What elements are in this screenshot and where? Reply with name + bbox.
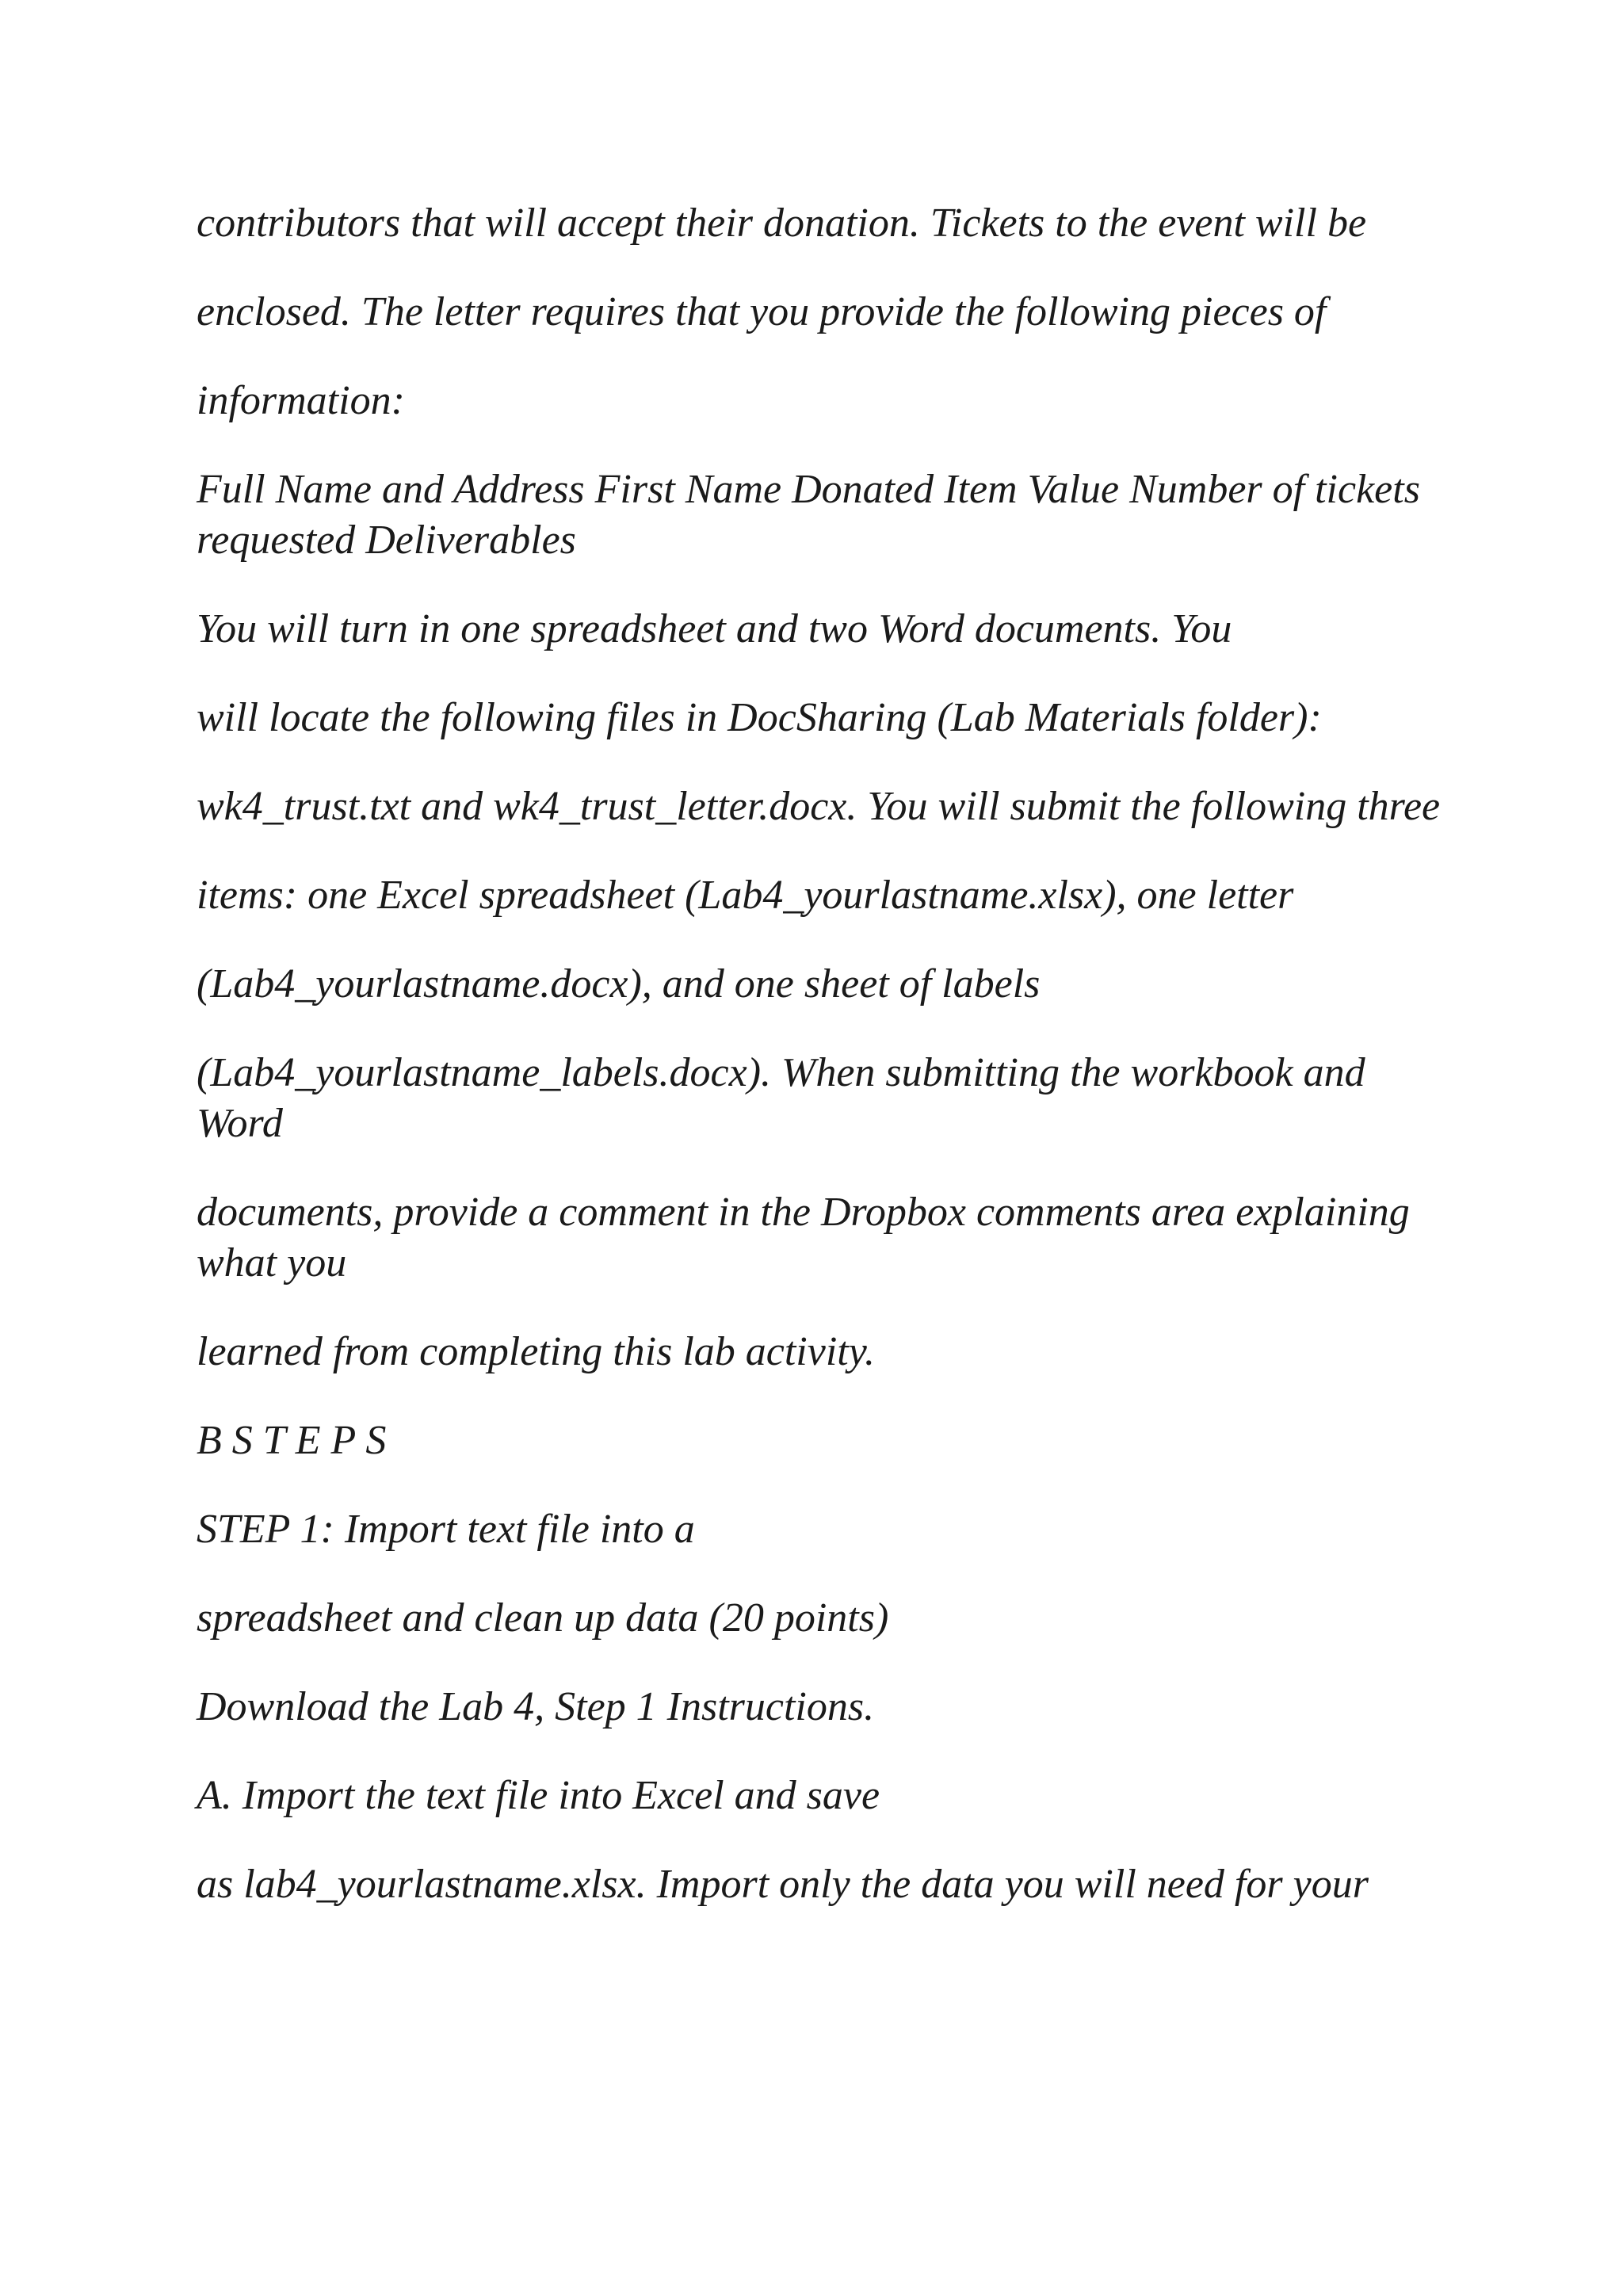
paragraph-learned: learned from completing this lab activity. xyxy=(197,1329,875,1374)
paragraph-turn-in: You will turn in one spreadsheet and two Word documents. You xyxy=(197,606,1232,651)
paragraph-step-a: A. Import the text file into Excel and save xyxy=(197,1773,880,1818)
document-page xyxy=(197,198,1449,1948)
paragraph-step-a-detail: as lab4_yourlastname.xlsx. Import only the data you will need for your xyxy=(197,1862,1369,1907)
paragraph-items-letter: (Lab4_yourlastname.docx), and one sheet of labels xyxy=(197,961,1041,1007)
paragraph-step1-subtitle: spreadsheet and clean up data (20 points) xyxy=(197,1595,889,1641)
paragraph-items-excel: items: one Excel spreadsheet (Lab4_yourlastname.xlsx), one letter xyxy=(197,873,1294,918)
paragraph-file-names: wk4_trust.txt and wk4_trust_letter.docx. You will submit the following three xyxy=(197,784,1441,829)
heading-steps: B S T E P S xyxy=(197,1418,387,1463)
paragraph-information: information: xyxy=(197,378,405,423)
paragraph-required-fields: Full Name and Address First Name Donated Item Value Number of tickets requested Deliverables xyxy=(197,467,1420,563)
paragraph-items-labels: (Lab4_yourlastname_labels.docx). When submitting the workbook and Word xyxy=(197,1050,1365,1146)
paragraph-enclosed: enclosed. The letter requires that you provide the following pieces of xyxy=(197,289,1327,334)
paragraph-step1-title: STEP 1: Import text file into a xyxy=(197,1507,695,1552)
paragraph-contributors: contributors that will accept their donation. Tickets to the event will be xyxy=(197,201,1367,246)
paragraph-dropbox-comment: documents, provide a comment in the Dropbox comments area explaining what you xyxy=(197,1190,1410,1286)
paragraph-download-instructions: Download the Lab 4, Step 1 Instructions. xyxy=(197,1684,875,1729)
paragraph-locate-files: will locate the following files in DocSharing (Lab Materials folder): xyxy=(197,695,1322,740)
